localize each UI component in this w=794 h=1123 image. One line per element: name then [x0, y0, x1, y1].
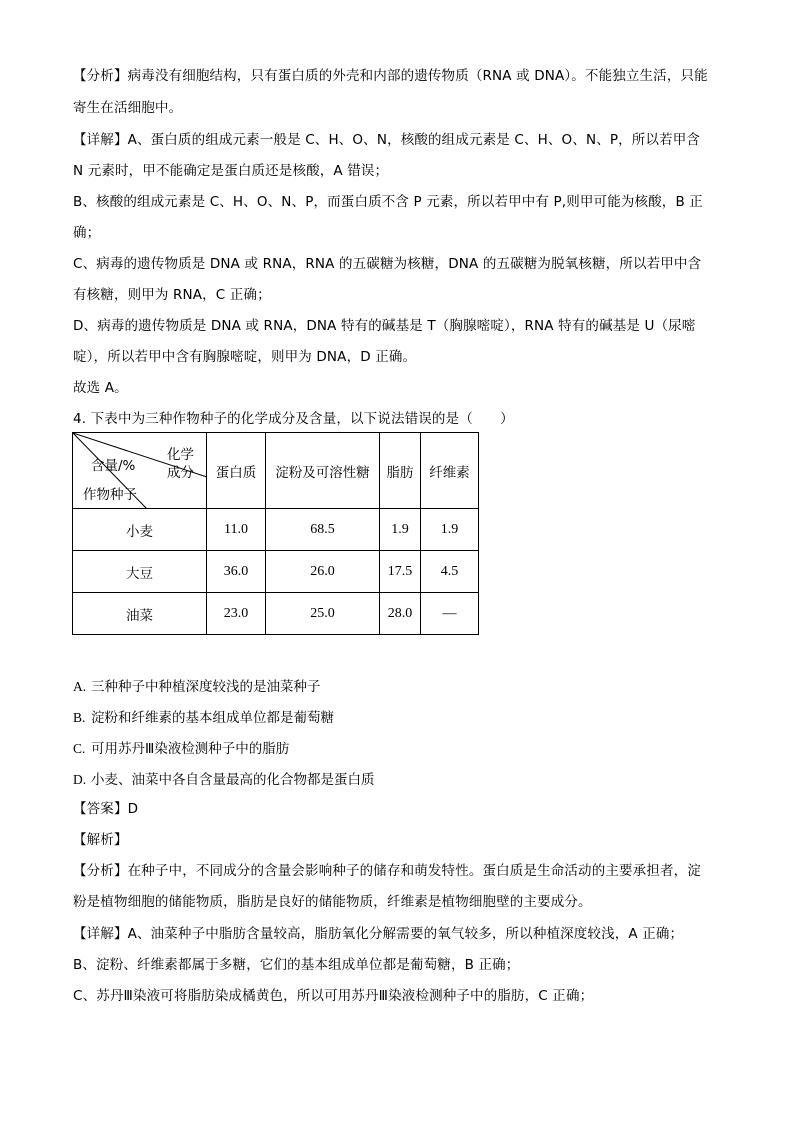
table-header-row — [73, 433, 479, 509]
row-label-rapeseed: 油菜 — [73, 593, 207, 635]
col-header-starch: 淀粉及可溶性糖 — [266, 433, 380, 509]
cell-value: 25.0 — [266, 593, 380, 635]
col-header-fiber: 纤维素 — [421, 433, 479, 509]
explanation-line-3: 【详解】A、油菜种子中脂肪含量较高，脂肪氧化分解需要的氧气较多，所以种植深度较浅，A 正确； — [73, 926, 684, 942]
option-d — [73, 768, 375, 788]
seed-composition-table — [72, 432, 479, 635]
table-corner-header — [73, 433, 207, 509]
intro-line-11: 故选 A。 — [73, 380, 128, 396]
explanation-line-2: 粉是植物细胞的储能物质，脂肪是良好的储能物质，纤维素是植物细胞壁的主要成分。 — [73, 894, 592, 910]
cell-value: 36.0 — [207, 551, 266, 593]
intro-line-10: 啶），所以若甲中含有胸腺嘧啶，则甲为 DNA，D 正确。 — [73, 349, 417, 365]
analysis-label: 【解析】 — [73, 832, 128, 848]
cell-value: 68.5 — [266, 509, 380, 551]
intro-line-7: C、病毒的遗传物质是 DNA 或 RNA，RNA 的五碳糖为核糖，DNA 的五碳糖为脱氧核糖，所以若甲中含 — [73, 256, 702, 272]
option-b-letter: B. — [73, 710, 86, 725]
table-row — [73, 509, 479, 551]
cell-value: 23.0 — [207, 593, 266, 635]
intro-line-8: 有核糖，则甲为 RNA，C 正确； — [73, 287, 271, 303]
option-a-letter: A. — [73, 679, 87, 694]
intro-line-5: B、核酸的组成元素是 C、H、O、N、P，而蛋白质不含 P 元素，所以若甲中有 P,则甲可能为核酸，B 正 — [73, 194, 703, 210]
option-d-text: 小麦、油菜中各自含量最高的化合物都是蛋白质 — [91, 772, 375, 788]
option-c-text: 可用苏丹Ⅲ染液检测种子中的脂肪 — [91, 741, 290, 757]
cell-value: 1.9 — [421, 509, 479, 551]
intro-line-4: N 元素时，甲不能确定是蛋白质还是核酸，A 错误； — [73, 163, 389, 179]
explanation-line-4: B、淀粉、纤维素都属于多糖，它们的基本组成单位都是葡萄糖，B 正确； — [73, 957, 520, 973]
cell-value: 11.0 — [207, 509, 266, 551]
cell-value: 4.5 — [421, 551, 479, 593]
intro-line-6: 确； — [73, 225, 101, 241]
intro-line-2: 寄生在活细胞中。 — [73, 100, 183, 116]
intro-line-1: 【分析】病毒没有细胞结构，只有蛋白质的外壳和内部的遗传物质（RNA 或 DNA）。不能独立生活，只能 — [73, 68, 708, 84]
table-row — [73, 593, 479, 635]
answer-label: 【答案】 — [73, 801, 128, 817]
option-c — [73, 737, 289, 757]
row-label-wheat: 小麦 — [73, 509, 207, 551]
corner-label-chem-1: 化学 — [167, 447, 194, 463]
option-b-text: 淀粉和纤维素的基本组成单位都是葡萄糖 — [91, 710, 334, 726]
corner-label-content: 含量/% — [91, 458, 136, 474]
question-number: 4. — [73, 411, 87, 427]
cell-value: 17.5 — [380, 551, 421, 593]
corner-label-chem-2: 成分 — [167, 465, 194, 481]
cell-value: 1.9 — [380, 509, 421, 551]
option-c-letter: C. — [73, 741, 86, 756]
col-header-fat: 脂肪 — [380, 433, 421, 509]
option-b — [73, 706, 334, 726]
cell-value: 26.0 — [266, 551, 380, 593]
table-row — [73, 551, 479, 593]
col-header-protein: 蛋白质 — [207, 433, 266, 509]
cell-value: 28.0 — [380, 593, 421, 635]
question-text: 下表中为三种作物种子的化学成分及含量，以下说法错误的是（ ） — [90, 411, 514, 427]
option-a-text: 三种种子中种植深度较浅的是油菜种子 — [91, 679, 321, 695]
answer-line — [73, 799, 138, 819]
intro-line-9: D、病毒的遗传物质是 DNA 或 RNA，DNA 特有的碱基是 T（胸腺嘧啶），RNA 特有的碱基是 U（尿嘧 — [73, 318, 696, 334]
corner-label-seed: 作物种子 — [83, 487, 137, 503]
option-a — [73, 675, 321, 695]
question-stem — [73, 409, 514, 429]
explanation-line-5: C、苏丹Ⅲ染液可将脂肪染成橘黄色，所以可用苏丹Ⅲ染液检测种子中的脂肪，C 正确； — [73, 988, 594, 1004]
answer-value: D — [127, 801, 139, 817]
explanation-line-1: 【分析】在种子中，不同成分的含量会影响种子的储存和萌发特性。蛋白质是生命活动的主要承担者，淀 — [73, 863, 701, 879]
option-d-letter: D. — [73, 772, 87, 787]
cell-value: — — [421, 593, 479, 635]
row-label-soybean: 大豆 — [73, 551, 207, 593]
intro-line-3: 【详解】A、蛋白质的组成元素一般是 C、H、O、N，核酸的组成元素是 C、H、O、N、P，所以若甲含 — [73, 132, 701, 148]
